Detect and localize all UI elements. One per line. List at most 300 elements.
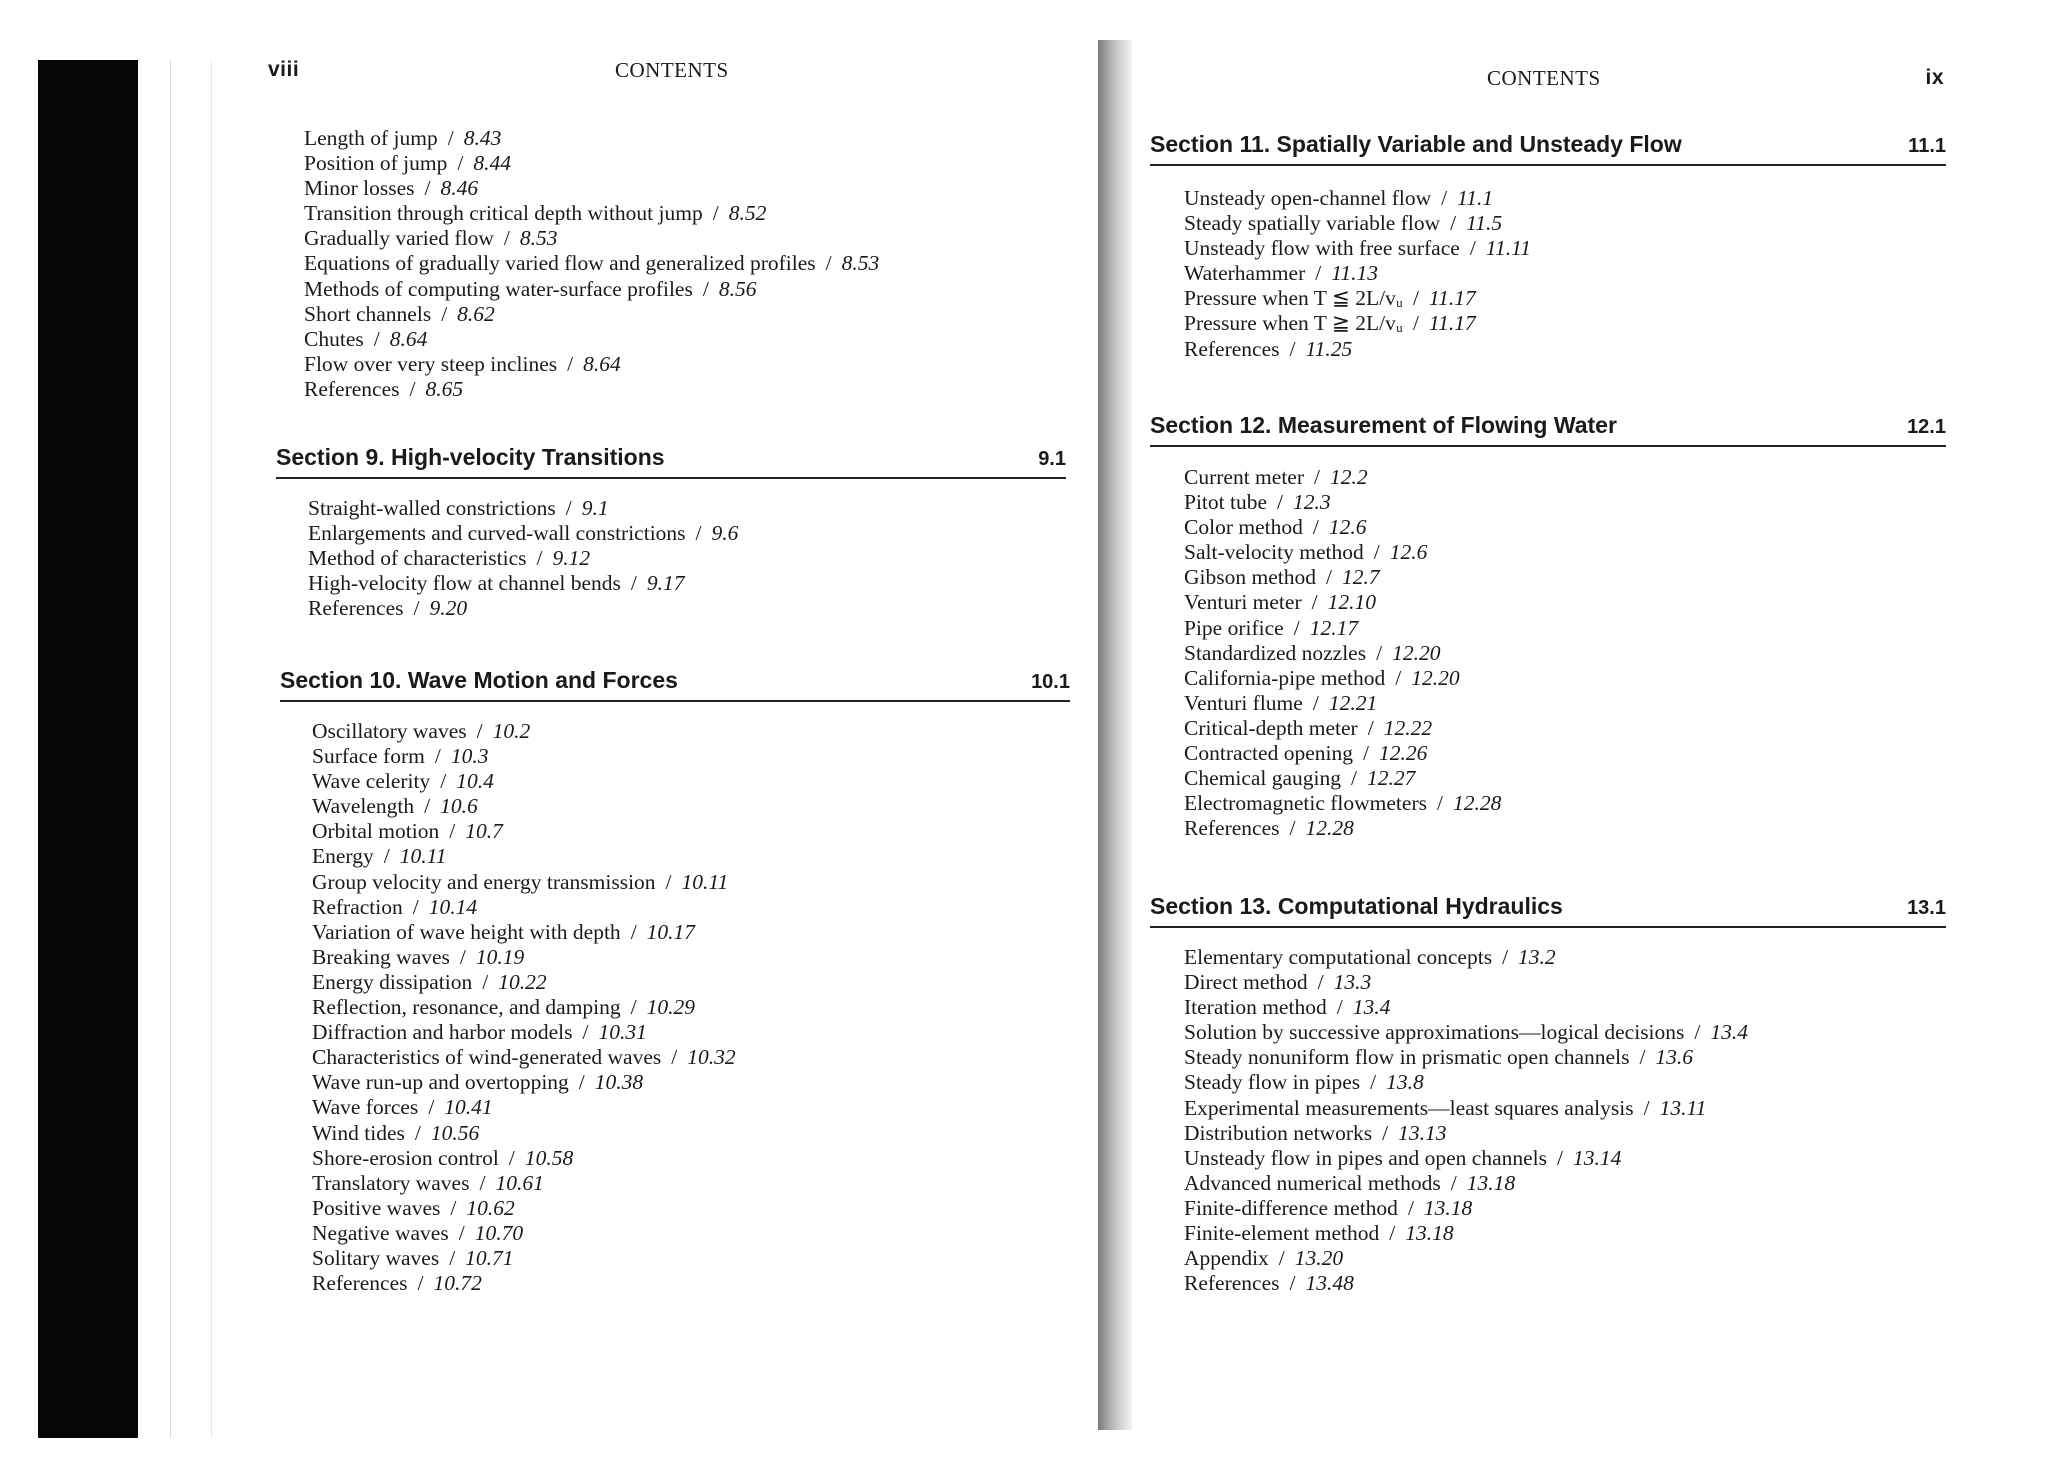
entry-page: 9.17 xyxy=(646,571,685,596)
toc-entry xyxy=(312,1246,736,1271)
toc-entry xyxy=(304,327,879,352)
toc-entry xyxy=(1184,465,1501,490)
toc-entry xyxy=(304,302,879,327)
section9-heading xyxy=(276,433,1066,479)
entry-separator: / xyxy=(630,571,637,596)
entry-title: Finite-difference method xyxy=(1184,1195,1398,1220)
entry-title: Minor losses xyxy=(304,176,415,201)
toc-entry xyxy=(1184,1121,1748,1146)
toc-entry xyxy=(304,352,879,377)
entry-separator: / xyxy=(712,201,719,226)
entry-page: 13.48 xyxy=(1305,1271,1354,1296)
entry-separator: / xyxy=(458,1220,465,1245)
entry-separator: / xyxy=(457,151,464,176)
entry-page: 8.53 xyxy=(519,226,558,251)
entry-separator: / xyxy=(695,521,702,546)
toc-entry xyxy=(312,895,736,920)
entry-page: 10.22 xyxy=(498,969,547,994)
entry-title: Solitary waves xyxy=(312,1245,440,1270)
entry-title: Waterhammer xyxy=(1184,261,1306,286)
entry-title: Wave celerity xyxy=(312,769,431,794)
section12-heading xyxy=(1150,401,1946,447)
entry-separator: / xyxy=(567,351,574,376)
entry-separator: / xyxy=(482,969,489,994)
entry-title: Chemical gauging xyxy=(1184,766,1342,791)
toc-entry xyxy=(1184,1070,1748,1095)
entry-separator: / xyxy=(1469,236,1476,261)
toc-entry xyxy=(1184,970,1748,995)
entry-page: 10.58 xyxy=(524,1145,574,1170)
entry-page: 10.71 xyxy=(465,1245,514,1270)
toc-entry xyxy=(1184,186,1531,211)
entry-page: 11.17 xyxy=(1428,311,1476,336)
entry-separator: / xyxy=(665,869,672,894)
entry-title: Refraction xyxy=(312,894,403,919)
toc-entry xyxy=(304,151,879,176)
entry-page: 12.2 xyxy=(1329,465,1368,489)
entry-separator: / xyxy=(825,251,832,276)
toc-entry xyxy=(1184,1020,1748,1045)
entry-separator: / xyxy=(1289,336,1296,361)
entry-title: Wave run-up and overtopping xyxy=(312,1070,569,1095)
toc-entry xyxy=(1184,311,1531,336)
toc-entry xyxy=(1184,716,1501,741)
entry-title: Gibson method xyxy=(1184,565,1316,590)
toc-entry xyxy=(1184,945,1748,970)
entry-separator: / xyxy=(565,496,572,520)
toc-entry xyxy=(1184,490,1501,515)
entry-page: 12.10 xyxy=(1327,590,1376,615)
toc-entry xyxy=(312,744,736,769)
toc-entry xyxy=(312,1171,736,1196)
entry-page: 10.38 xyxy=(594,1070,644,1095)
toc-entry xyxy=(312,870,736,895)
entry-page: 13.13 xyxy=(1398,1120,1447,1145)
entry-separator: / xyxy=(702,276,709,301)
entry-page: 13.2 xyxy=(1518,945,1556,969)
toc-entry xyxy=(312,769,736,794)
entry-page: 11.11 xyxy=(1485,236,1531,261)
entry-title: Orbital motion xyxy=(312,819,440,844)
entry-title: Advanced numerical methods xyxy=(1184,1170,1441,1195)
entry-separator: / xyxy=(459,944,466,969)
entry-title: Electromagnetic flowmeters xyxy=(1184,791,1427,816)
entry-separator: / xyxy=(450,1195,457,1220)
entry-title: Steady nonuniform flow in prismatic open channels xyxy=(1184,1045,1630,1070)
entry-title: Flow over very steep inclines xyxy=(304,351,558,376)
entry-separator: / xyxy=(1694,1020,1701,1045)
section-page: 10.1 xyxy=(1031,671,1070,693)
entry-page: 10.56 xyxy=(430,1120,480,1145)
entry-separator: / xyxy=(1351,766,1358,791)
entry-title: Shore-erosion control xyxy=(312,1145,499,1170)
running-head xyxy=(1150,66,1950,96)
toc-entry xyxy=(312,844,736,869)
entry-page: 13.18 xyxy=(1423,1195,1473,1220)
toc-entry xyxy=(1184,1271,1748,1296)
entry-title: Salt-velocity method xyxy=(1184,540,1364,565)
entry-separator: / xyxy=(1412,311,1419,336)
toc-entry xyxy=(312,920,736,945)
toc-entry xyxy=(1184,261,1531,286)
entry-separator: / xyxy=(1289,816,1296,841)
entry-title: Appendix xyxy=(1184,1246,1269,1271)
toc-entry xyxy=(312,1121,736,1146)
entry-title: Unsteady flow with free surface xyxy=(1184,236,1460,261)
entry-separator: / xyxy=(447,126,454,150)
entry-page: 8.52 xyxy=(728,201,767,226)
toc-entry xyxy=(312,719,736,744)
entry-title: Unsteady flow in pipes and open channels xyxy=(1184,1145,1548,1170)
section-title: Section 11. Spatially Variable and Unsteady Flow xyxy=(1150,131,1682,157)
entry-separator: / xyxy=(1407,1195,1414,1220)
toc-entry xyxy=(312,945,736,970)
entry-page: 10.32 xyxy=(687,1045,736,1070)
toc-entry xyxy=(304,226,879,251)
entry-page: 13.18 xyxy=(1405,1221,1454,1246)
toc-entry xyxy=(312,970,736,995)
entry-page: 12.17 xyxy=(1309,615,1359,640)
entry-separator: / xyxy=(1277,490,1284,515)
entry-page: 13.11 xyxy=(1659,1095,1707,1120)
entry-separator: / xyxy=(417,1271,424,1296)
entry-page: 12.27 xyxy=(1367,766,1416,791)
entry-separator: / xyxy=(414,1120,421,1145)
entry-page: 8.62 xyxy=(457,301,495,326)
entry-page: 10.70 xyxy=(474,1220,524,1245)
toc-entry xyxy=(1184,1045,1748,1070)
entry-title: References xyxy=(308,596,404,621)
entry-title: High-velocity flow at channel bends xyxy=(308,571,621,596)
entry-title: Gradually varied flow xyxy=(304,226,494,251)
toc-entry xyxy=(1184,211,1531,236)
entry-title: Direct method xyxy=(1184,970,1308,995)
toc-entry xyxy=(1184,691,1501,716)
entry-title: Short channels xyxy=(304,301,432,326)
entry-separator: / xyxy=(1312,515,1319,540)
entry-title: Finite-element method xyxy=(1184,1221,1380,1246)
section-page: 9.1 xyxy=(1038,448,1066,470)
entry-page: 11.1 xyxy=(1457,186,1494,210)
entry-title: Experimental measurements—least squares analysis xyxy=(1184,1095,1634,1120)
entry-page: 11.5 xyxy=(1466,211,1503,236)
toc-entry xyxy=(1184,590,1501,615)
toc-entry xyxy=(1184,666,1501,691)
toc-entry xyxy=(312,1095,736,1120)
running-head xyxy=(250,58,1080,88)
entry-page: 11.17 xyxy=(1428,286,1476,311)
entry-separator: / xyxy=(1389,1221,1396,1246)
entry-title: Characteristics of wind-generated waves xyxy=(312,1045,662,1070)
entry-page: 10.3 xyxy=(450,744,489,769)
toc-entry xyxy=(304,377,879,402)
entry-page: 8.64 xyxy=(583,351,621,376)
entry-separator: / xyxy=(1362,741,1369,766)
entry-title: References xyxy=(1184,336,1280,361)
entry-separator: / xyxy=(479,1170,486,1195)
entry-title: Energy xyxy=(312,844,374,869)
toc-entry xyxy=(312,1146,736,1171)
entry-title: Pressure when T ≧ 2L/vᵤ xyxy=(1184,311,1403,336)
entry-title: Pipe orifice xyxy=(1184,615,1284,640)
binding-shadow xyxy=(38,60,138,1438)
entry-page: 11.13 xyxy=(1331,261,1378,286)
toc-entry xyxy=(304,201,879,226)
entry-title: Steady flow in pipes xyxy=(1184,1070,1361,1095)
entry-separator: / xyxy=(1450,1170,1457,1195)
section12-entries xyxy=(1184,465,1501,841)
entry-separator: / xyxy=(1312,690,1319,715)
entry-separator: / xyxy=(503,226,510,251)
running-head-title: CONTENTS xyxy=(615,58,729,82)
entry-title: Enlargements and curved-wall constrictions xyxy=(308,521,686,546)
toc-entry xyxy=(312,819,736,844)
page-number: ix xyxy=(1925,66,1944,89)
entry-title: Solution by successive approximations—logical decisions xyxy=(1184,1020,1685,1045)
entry-title: References xyxy=(1184,1271,1280,1296)
toc-entry xyxy=(1184,1221,1748,1246)
entry-page: 11.25 xyxy=(1305,336,1353,361)
toc-entry xyxy=(312,1020,736,1045)
entry-separator: / xyxy=(441,301,448,326)
entry-title: Equations of gradually varied flow and generalized profiles xyxy=(304,251,816,276)
entry-separator: / xyxy=(434,744,441,769)
toc-entry xyxy=(312,1070,736,1095)
entry-title: Elementary computational concepts xyxy=(1184,945,1493,969)
entry-page: 13.14 xyxy=(1573,1145,1622,1170)
entry-page: 13.18 xyxy=(1466,1170,1516,1195)
entry-page: 8.64 xyxy=(389,326,428,351)
toc-entry xyxy=(308,596,738,621)
entry-page: 13.3 xyxy=(1333,970,1372,995)
entry-title: Critical-depth meter xyxy=(1184,715,1358,740)
entry-title: Pitot tube xyxy=(1184,490,1268,515)
entry-title: Reflection, resonance, and damping xyxy=(312,995,621,1020)
entry-page: 12.7 xyxy=(1341,565,1380,590)
entry-title: Color method xyxy=(1184,515,1303,540)
section10-entries xyxy=(312,719,736,1296)
section-title: Section 12. Measurement of Flowing Water xyxy=(1150,412,1617,438)
entry-separator: / xyxy=(424,176,431,201)
entry-separator: / xyxy=(1441,186,1448,210)
entry-title: Method of characteristics xyxy=(308,546,527,571)
page-edge xyxy=(170,60,212,1438)
entry-page: 10.11 xyxy=(399,844,447,869)
entry-page: 10.2 xyxy=(492,719,531,743)
entry-title: Current meter xyxy=(1184,465,1304,489)
entry-title: Contracted opening xyxy=(1184,741,1353,766)
entry-separator: / xyxy=(409,376,416,401)
entry-title: Venturi flume xyxy=(1184,690,1303,715)
entry-title: Position of jump xyxy=(304,151,448,176)
toc-entry xyxy=(1184,616,1501,641)
book-gutter xyxy=(1098,40,1132,1430)
entry-separator: / xyxy=(1412,286,1419,311)
entry-separator: / xyxy=(1450,211,1457,236)
entry-page: 10.4 xyxy=(456,769,494,794)
entry-separator: / xyxy=(449,1245,456,1270)
toc-entry xyxy=(312,1271,736,1296)
entry-title: Wavelength xyxy=(312,794,415,819)
toc-entry xyxy=(304,251,879,276)
entry-page: 8.56 xyxy=(718,276,757,301)
toc-entry xyxy=(304,176,879,201)
entry-separator: / xyxy=(1278,1246,1285,1271)
entry-separator: / xyxy=(1382,1120,1389,1145)
entry-page: 10.11 xyxy=(681,869,729,894)
entry-page: 10.31 xyxy=(598,1020,647,1045)
entry-separator: / xyxy=(1502,945,1509,969)
entry-page: 13.6 xyxy=(1655,1045,1694,1070)
entry-separator: / xyxy=(1289,1271,1296,1296)
running-head-title: CONTENTS xyxy=(1487,66,1601,90)
section8-entries xyxy=(304,126,879,402)
entry-page: 9.20 xyxy=(429,596,468,621)
entry-title: Positive waves xyxy=(312,1195,441,1220)
entry-page: 12.28 xyxy=(1305,816,1354,841)
toc-entry xyxy=(312,995,736,1020)
toc-entry xyxy=(304,277,879,302)
entry-page: 12.20 xyxy=(1411,665,1460,690)
toc-entry xyxy=(1184,1196,1748,1221)
entry-separator: / xyxy=(412,894,419,919)
section10-heading xyxy=(280,656,1070,702)
entry-page: 10.7 xyxy=(465,819,503,844)
entry-separator: / xyxy=(1643,1095,1650,1120)
entry-page: 9.12 xyxy=(552,546,591,571)
section11-heading xyxy=(1150,120,1946,166)
entry-title: Transition through critical depth without jump xyxy=(304,201,703,226)
entry-separator: / xyxy=(1293,615,1300,640)
entry-page: 12.6 xyxy=(1328,515,1367,540)
toc-entry xyxy=(1184,766,1501,791)
entry-page: 13.4 xyxy=(1710,1020,1749,1045)
toc-entry xyxy=(1184,641,1501,666)
section-page: 13.1 xyxy=(1907,897,1946,919)
entry-separator: / xyxy=(373,326,380,351)
entry-page: 10.61 xyxy=(495,1170,544,1195)
entry-separator: / xyxy=(428,1095,435,1120)
entry-separator: / xyxy=(1436,791,1443,816)
entry-title: Negative waves xyxy=(312,1220,449,1245)
toc-entry xyxy=(1184,741,1501,766)
entry-page: 8.43 xyxy=(463,126,502,150)
entry-separator: / xyxy=(383,844,390,869)
section-title: Section 10. Wave Motion and Forces xyxy=(280,667,678,693)
toc-entry xyxy=(1184,1146,1748,1171)
section13-entries xyxy=(1184,945,1748,1296)
entry-page: 10.6 xyxy=(440,794,478,819)
toc-entry xyxy=(1184,995,1748,1020)
entry-page: 10.29 xyxy=(646,995,696,1020)
toc-entry xyxy=(1184,816,1501,841)
toc-entry xyxy=(1184,1171,1748,1196)
toc-entry xyxy=(1184,1246,1748,1271)
entry-separator: / xyxy=(440,769,447,794)
entry-page: 10.19 xyxy=(475,944,525,969)
entry-title: Surface form xyxy=(312,744,425,769)
entry-separator: / xyxy=(508,1145,515,1170)
entry-page: 10.62 xyxy=(466,1195,515,1220)
section-page: 12.1 xyxy=(1907,416,1946,438)
toc-entry xyxy=(304,126,879,151)
entry-page: 12.6 xyxy=(1389,540,1428,565)
entry-page: 9.1 xyxy=(581,496,609,520)
entry-title: Pressure when T ≦ 2L/vᵤ xyxy=(1184,286,1403,311)
entry-title: Iteration method xyxy=(1184,995,1327,1020)
entry-page: 10.14 xyxy=(428,894,478,919)
toc-entry xyxy=(1184,337,1531,362)
toc-entry xyxy=(312,1196,736,1221)
entry-separator: / xyxy=(424,794,431,819)
entry-page: 8.46 xyxy=(440,176,479,201)
entry-page: 12.3 xyxy=(1293,490,1331,515)
section11-entries xyxy=(1184,186,1531,362)
entry-page: 8.44 xyxy=(473,151,511,176)
entry-title: Unsteady open-channel flow xyxy=(1184,186,1432,210)
entry-title: Breaking waves xyxy=(312,944,450,969)
entry-title: Steady spatially variable flow xyxy=(1184,211,1441,236)
entry-separator: / xyxy=(1367,715,1374,740)
entry-separator: / xyxy=(582,1020,589,1045)
toc-entry xyxy=(312,794,736,819)
entry-title: Oscillatory waves xyxy=(312,719,467,743)
entry-page: 9.6 xyxy=(711,521,739,546)
entry-page: 12.20 xyxy=(1392,640,1441,665)
toc-entry xyxy=(308,521,738,546)
toc-entry xyxy=(308,546,738,571)
entry-separator: / xyxy=(1315,261,1322,286)
entry-separator: / xyxy=(476,719,483,743)
entry-separator: / xyxy=(1373,540,1380,565)
entry-separator: / xyxy=(1336,995,1343,1020)
entry-title: References xyxy=(312,1271,408,1296)
entry-title: References xyxy=(1184,816,1280,841)
entry-title: Distribution networks xyxy=(1184,1120,1373,1145)
entry-title: Variation of wave height with depth xyxy=(312,919,621,944)
right-page xyxy=(1150,0,1950,1470)
toc-entry xyxy=(1184,236,1531,261)
entry-separator: / xyxy=(449,819,456,844)
entry-separator: / xyxy=(671,1045,678,1070)
toc-entry xyxy=(1184,1096,1748,1121)
entry-page: 10.17 xyxy=(646,919,696,944)
entry-page: 12.26 xyxy=(1378,741,1428,766)
toc-entry xyxy=(1184,540,1501,565)
left-page xyxy=(250,0,1080,1470)
entry-title: Venturi meter xyxy=(1184,590,1302,615)
toc-entry xyxy=(312,1221,736,1246)
entry-title: Group velocity and energy transmission xyxy=(312,869,656,894)
entry-page: 13.4 xyxy=(1352,995,1391,1020)
entry-separator: / xyxy=(630,995,637,1020)
toc-entry xyxy=(1184,565,1501,590)
entry-page: 13.8 xyxy=(1386,1070,1424,1095)
toc-entry xyxy=(308,571,738,596)
entry-separator: / xyxy=(1557,1145,1564,1170)
entry-title: Standardized nozzles xyxy=(1184,640,1367,665)
entry-title: Straight-walled constrictions xyxy=(308,496,556,520)
section9-entries xyxy=(308,496,738,621)
entry-separator: / xyxy=(1317,970,1324,995)
entry-page: 13.20 xyxy=(1294,1246,1344,1271)
entry-title: California-pipe method xyxy=(1184,665,1386,690)
entry-page: 8.65 xyxy=(425,376,464,401)
entry-separator: / xyxy=(1376,640,1383,665)
entry-title: Diffraction and harbor models xyxy=(312,1020,573,1045)
entry-title: References xyxy=(304,376,400,401)
entry-separator: / xyxy=(413,596,420,621)
